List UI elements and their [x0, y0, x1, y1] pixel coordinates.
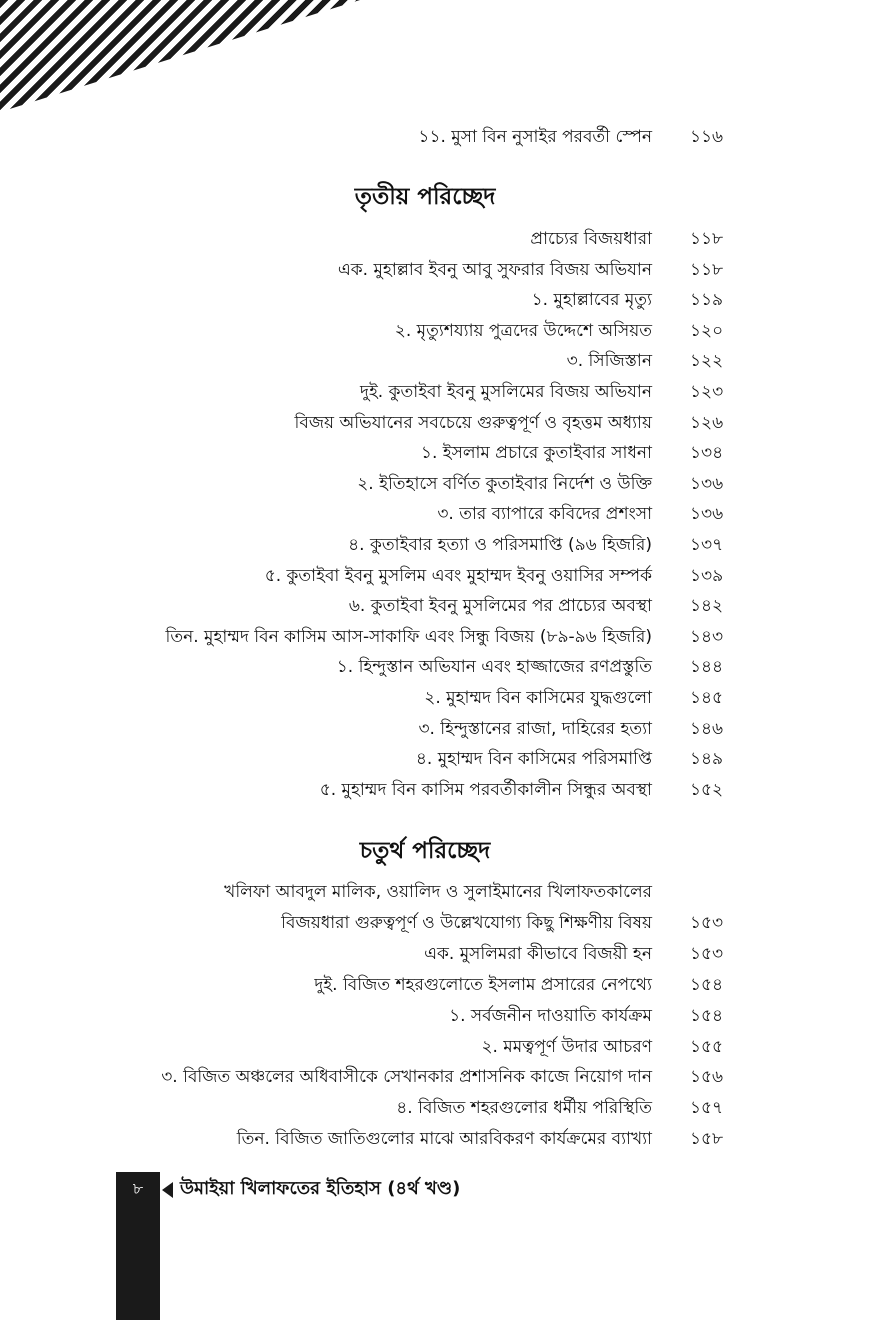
toc-entry-title: ৪. কুতাইবার হত্যা ও পরিসমাপ্তি (৯৬ হিজরি) [348, 535, 652, 555]
toc-entry-page: ১৩৬ [690, 504, 724, 525]
toc-entry-title: বিজয়ধারা গুরুত্বপূর্ণ ও উল্লেখযোগ্য কিছু শিক্ষণীয় বিষয় [281, 912, 652, 933]
toc-entry [120, 777, 730, 803]
toc-entry-title: ৪. বিজিত শহরগুলোর ধর্মীয় পরিস্থিতি [396, 1098, 652, 1119]
toc-entry-title: ৬. কুতাইবা ইবনু মুসলিমের পর প্রাচ্যের অবস্থা [348, 596, 652, 617]
toc-entry-page: ১৪৩ [690, 626, 724, 647]
chapter-heading: তৃতীয় পরিচ্ছেদ [354, 184, 496, 210]
toc-entry-title: তিন. মুহাম্মদ বিন কাসিম আস-সাকাফি এবং সিন্ধু বিজয় (৮৯-৯৬ হিজরি) [165, 626, 652, 647]
toc-entry [120, 124, 730, 150]
toc-entry-page: ১৪২ [690, 596, 724, 617]
toc-entry [120, 685, 730, 711]
toc-entry [120, 532, 730, 558]
toc-entry [120, 593, 730, 619]
toc-entry-page: ১৫৬ [690, 1067, 724, 1088]
toc-entry-title: ৩. হিন্দুস্তানের রাজা, দাহিরের হত্যা [418, 718, 652, 739]
toc-entry [120, 318, 730, 344]
toc-entry [120, 941, 730, 967]
toc-entry [120, 1095, 730, 1121]
toc-entry-page: ১৫৪ [690, 1005, 724, 1026]
toc-entry-page: ১৫৩ [690, 943, 724, 964]
toc-entry [120, 654, 730, 680]
toc-entry-page: ১৪৫ [690, 688, 724, 708]
toc-entry-title: ৩. বিজিত অঞ্চলের অধিবাসীকে সেখানকার প্রশাসনিক কাজে নিয়োগ দান [161, 1067, 652, 1088]
toc-entry-title: ১. ইসলাম প্রচারে কুতাইবার সাধনা [420, 443, 652, 464]
toc-entry [120, 1126, 730, 1152]
toc-entry-title: ১. হিন্দুস্তান অভিযান এবং হাজ্জাজের রণপ্রস্তুতি [336, 657, 652, 678]
toc-entry-title: ১১. মুসা বিন নুসাইর পরবর্তী স্পেন [418, 127, 652, 147]
toc-entry [120, 716, 730, 742]
toc-entry-title: ২. ইতিহাসে বর্ণিত কুতাইবার নির্দেশ ও উক্তি [357, 473, 652, 494]
toc-entry [120, 287, 730, 313]
toc-entry-page: ১২২ [690, 351, 724, 372]
toc-entry-page: ১৫৮ [690, 1129, 724, 1150]
toc-entry-title: এক. মুহাল্লাব ইবনু আবু সুফরার বিজয় অভিযান [337, 259, 652, 280]
toc-entry-title: ৫. মুহাম্মদ বিন কাসিম পরবর্তীকালীন সিন্ধুর অবস্থা [319, 779, 652, 800]
toc-entry [120, 972, 730, 998]
toc-entry-title: দুই. বিজিত শহরগুলোতে ইসলাম প্রসারের নেপথ্যে [314, 974, 652, 995]
toc-entry-page: ১৫৩ [690, 912, 724, 933]
toc-entry-title: খলিফা আবদুল মালিক, ওয়ালিদ ও সুলাইমানের খিলাফতকালের [224, 882, 652, 902]
toc-entry [120, 379, 730, 405]
toc-entry-page: ১১৮ [690, 259, 724, 280]
toc-entry-title: ২. মমত্বপূর্ণ উদার আচরণ [481, 1036, 652, 1057]
toc-entry-title: এক. মুসলিমরা কীভাবে বিজয়ী হন [424, 943, 652, 964]
running-book-title: উমাইয়া খিলাফতের ইতিহাস (৪র্থ খণ্ড) [180, 1178, 461, 1199]
toc-entry-title: বিজয় অভিযানের সবচেয়ে গুরুত্বপূর্ণ ও বৃহত্তম অধ্যায় [294, 412, 652, 433]
toc-entry [120, 1064, 730, 1090]
toc-entry-page: ১১৯ [690, 290, 724, 311]
toc-entry-page: ১৪৪ [690, 657, 724, 678]
toc-entry [120, 1003, 730, 1029]
toc-entry-page: ১৩৭ [690, 535, 724, 555]
toc-entry-page: ১৩৪ [690, 443, 724, 464]
page-number: ৮ [132, 1179, 144, 1198]
toc-entry-title: ১. মুহাল্লাবের মৃত্যু [531, 290, 652, 311]
toc-entry [120, 1034, 730, 1060]
toc-entry-page: ১১৮ [690, 229, 724, 249]
toc-entry-page: ১১৬ [690, 127, 724, 147]
toc-entry-page: ১৫৪ [690, 974, 724, 995]
toc-entry-page: ১৫৭ [690, 1098, 724, 1119]
toc-entry [120, 501, 730, 527]
toc-entry-title: ২. মুহাম্মদ বিন কাসিমের যুদ্ধগুলো [424, 688, 652, 708]
toc-entry [120, 563, 730, 589]
toc-entry [120, 440, 730, 466]
toc-entry [120, 471, 730, 497]
toc-entry-title: তিন. বিজিত জাতিগুলোর মাঝে আরবিকরণ কার্যক্রমের ব্যাখ্যা [236, 1129, 652, 1150]
toc-entry-page: ১৪৬ [690, 718, 724, 739]
toc-entry-title: ৩. তার ব্যাপারে কবিদের প্রশংসা [437, 504, 652, 525]
toc-entry [120, 257, 730, 283]
toc-entry [120, 410, 730, 436]
toc-entry [120, 910, 730, 936]
toc-entry-title: দুই. কুতাইবা ইবনু মুসলিমের বিজয় অভিযান [360, 382, 652, 402]
toc-entry-title: ২. মৃত্যুশয্যায় পুত্রদের উদ্দেশে অসিয়ত [394, 320, 652, 341]
toc-entry-page: ১৩৬ [690, 473, 724, 494]
toc-entry-title: ৪. মুহাম্মদ বিন কাসিমের পরিসমাপ্তি [415, 749, 652, 770]
toc-entry-title: ১. সর্বজনীন দাওয়াতি কার্যক্রম [449, 1005, 652, 1026]
toc-entry-page: ১২৬ [690, 412, 724, 433]
toc-entry-page: ১৩৯ [690, 565, 724, 586]
toc-entry-title: প্রাচ্যের বিজয়ধারা [530, 229, 652, 249]
toc-entry [120, 348, 730, 374]
toc-entry [120, 746, 730, 772]
toc-entry-page: ১২৩ [690, 382, 724, 402]
toc-entry-page: ১৫২ [690, 779, 724, 800]
toc-entry-page: ১৪৯ [690, 749, 724, 770]
corner-stripe-decoration [0, 0, 360, 112]
toc-entry-page: ১২০ [690, 320, 724, 341]
toc-entry [120, 226, 730, 252]
toc-entry-title: ৫. কুতাইবা ইবনু মুসলিম এবং মুহাম্মদ ইবনু ওয়াসির সম্পর্ক [264, 565, 652, 586]
chapter-heading: চতুর্থ পরিচ্ছেদ [359, 838, 491, 864]
arrow-left-icon [162, 1182, 173, 1198]
toc-entry [120, 624, 730, 650]
toc-entry-page: ১৫৫ [690, 1036, 724, 1057]
toc-entry-title: ৩. সিজিস্তান [566, 351, 652, 372]
toc-entry [120, 879, 730, 905]
